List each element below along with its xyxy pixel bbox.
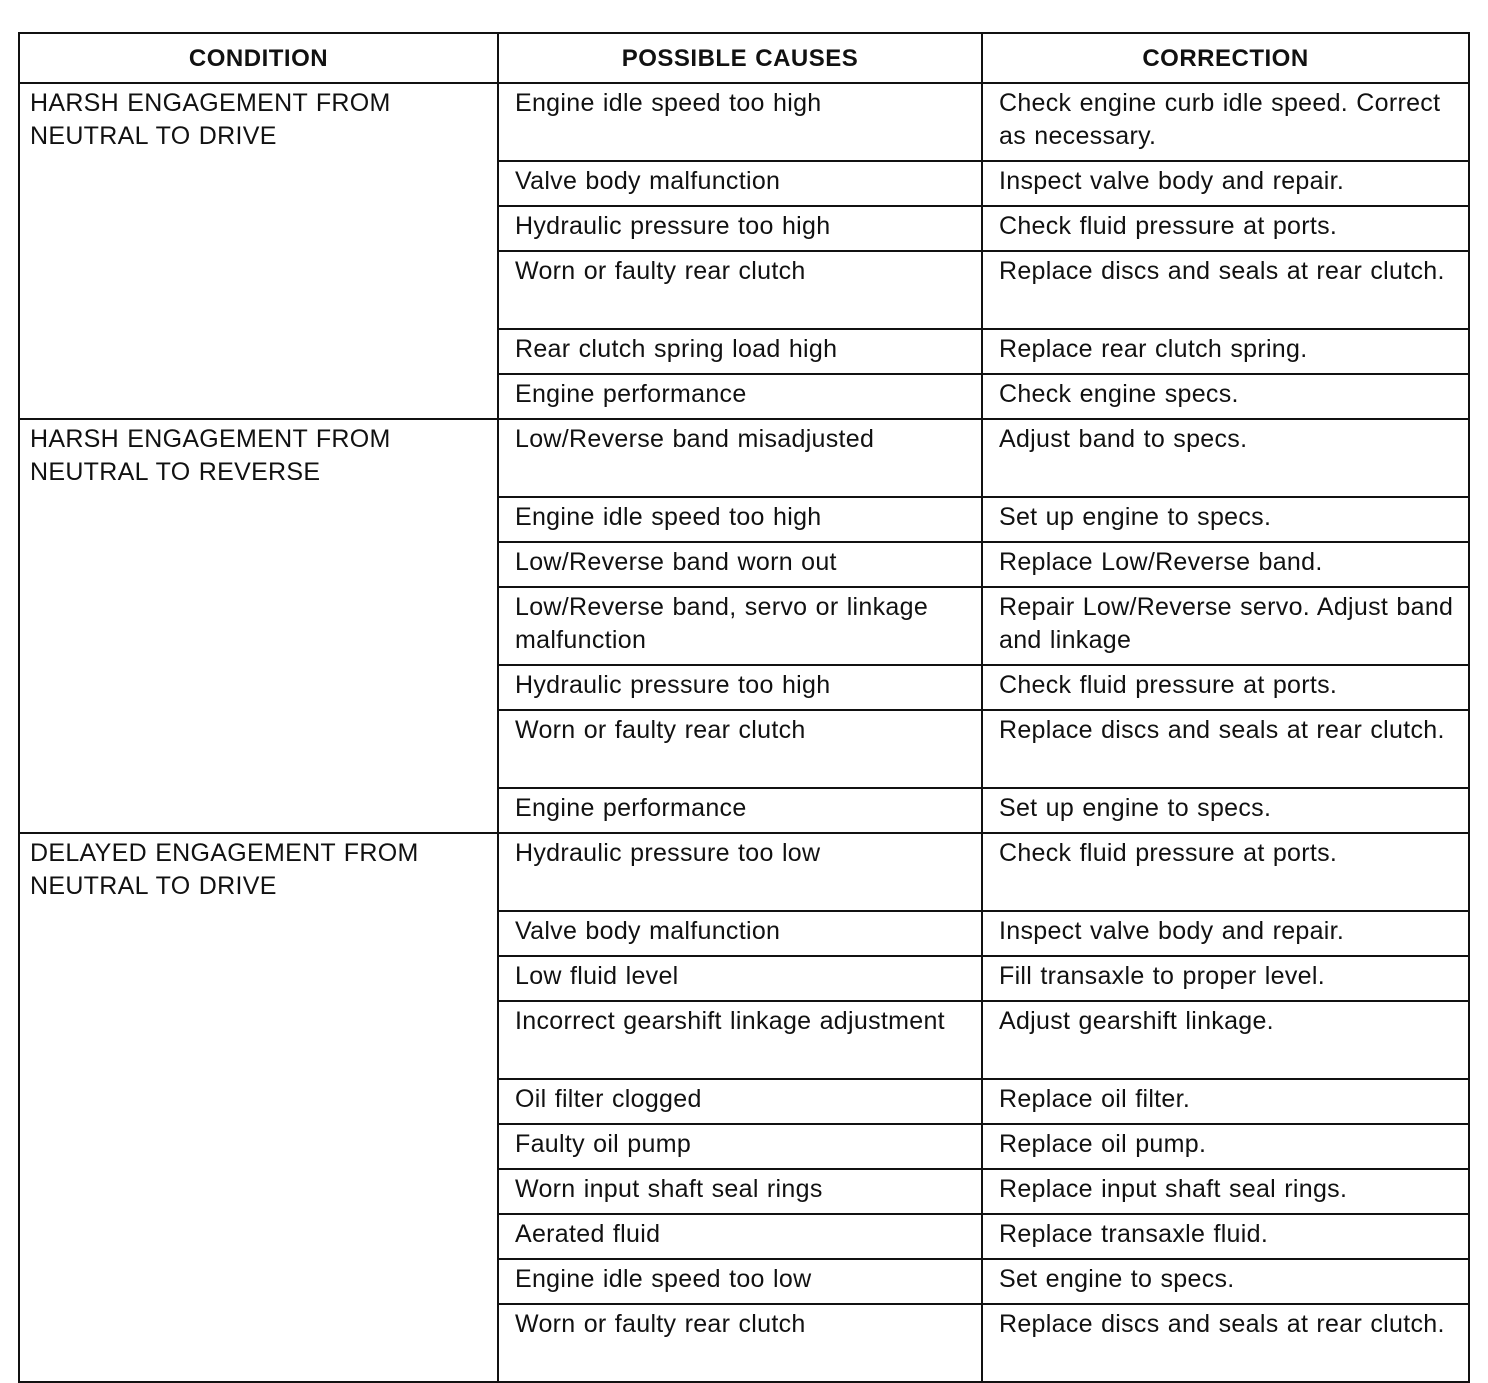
condition-cell: HARSH ENGAGEMENT FROM NEUTRAL TO DRIVE <box>19 83 498 419</box>
cause-cell: Engine idle speed too high <box>498 497 982 542</box>
cause-cell: Low fluid level <box>498 956 982 1001</box>
cause-cell: Hydraulic pressure too low <box>498 833 982 911</box>
header-possible-causes: POSSIBLE CAUSES <box>498 33 982 83</box>
correction-cell: Replace input shaft seal rings. <box>982 1169 1469 1214</box>
condition-cell: HARSH ENGAGEMENT FROM NEUTRAL TO REVERSE <box>19 419 498 833</box>
cause-cell: Low/Reverse band worn out <box>498 542 982 587</box>
correction-cell: Replace discs and seals at rear clutch. <box>982 710 1469 788</box>
correction-cell: Check engine specs. <box>982 374 1469 419</box>
correction-cell: Adjust band to specs. <box>982 419 1469 497</box>
cause-cell: Engine idle speed too low <box>498 1259 982 1304</box>
correction-cell: Fill transaxle to proper level. <box>982 956 1469 1001</box>
cause-cell: Low/Reverse band, servo or linkage malfunction <box>498 587 982 665</box>
correction-cell: Set engine to specs. <box>982 1259 1469 1304</box>
correction-cell: Check engine curb idle speed. Correct as necessary. <box>982 83 1469 161</box>
cause-cell: Worn or faulty rear clutch <box>498 710 982 788</box>
cause-cell: Worn or faulty rear clutch <box>498 1304 982 1382</box>
correction-cell: Replace oil pump. <box>982 1124 1469 1169</box>
correction-cell: Replace discs and seals at rear clutch. <box>982 1304 1469 1382</box>
correction-cell: Repair Low/Reverse servo. Adjust band and linkage <box>982 587 1469 665</box>
header-correction: CORRECTION <box>982 33 1469 83</box>
correction-cell: Adjust gearshift linkage. <box>982 1001 1469 1079</box>
cause-cell: Worn input shaft seal rings <box>498 1169 982 1214</box>
correction-cell: Replace rear clutch spring. <box>982 329 1469 374</box>
cause-cell: Oil filter clogged <box>498 1079 982 1124</box>
cause-cell: Engine performance <box>498 374 982 419</box>
correction-cell: Replace discs and seals at rear clutch. <box>982 251 1469 329</box>
cause-cell: Engine idle speed too high <box>498 83 982 161</box>
cause-cell: Valve body malfunction <box>498 161 982 206</box>
correction-cell: Set up engine to specs. <box>982 788 1469 833</box>
correction-cell: Replace oil filter. <box>982 1079 1469 1124</box>
cause-cell: Hydraulic pressure too high <box>498 665 982 710</box>
condition-cell: DELAYED ENGAGEMENT FROM NEUTRAL TO DRIVE <box>19 833 498 1382</box>
diagnosis-table <box>18 32 1470 1383</box>
cause-cell: Aerated fluid <box>498 1214 982 1259</box>
table-row <box>19 83 1469 161</box>
cause-cell: Low/Reverse band misadjusted <box>498 419 982 497</box>
table-row <box>19 419 1469 497</box>
correction-cell: Replace Low/Reverse band. <box>982 542 1469 587</box>
cause-cell: Valve body malfunction <box>498 911 982 956</box>
cause-cell: Worn or faulty rear clutch <box>498 251 982 329</box>
correction-cell: Check fluid pressure at ports. <box>982 665 1469 710</box>
cause-cell: Rear clutch spring load high <box>498 329 982 374</box>
table-row <box>19 833 1469 911</box>
correction-cell: Set up engine to specs. <box>982 497 1469 542</box>
correction-cell: Inspect valve body and repair. <box>982 161 1469 206</box>
cause-cell: Faulty oil pump <box>498 1124 982 1169</box>
cause-cell: Engine performance <box>498 788 982 833</box>
cause-cell: Hydraulic pressure too high <box>498 206 982 251</box>
correction-cell: Check fluid pressure at ports. <box>982 833 1469 911</box>
header-condition: CONDITION <box>19 33 498 83</box>
cause-cell: Incorrect gearshift linkage adjustment <box>498 1001 982 1079</box>
correction-cell: Replace transaxle fluid. <box>982 1214 1469 1259</box>
header-row <box>19 33 1469 83</box>
correction-cell: Check fluid pressure at ports. <box>982 206 1469 251</box>
correction-cell: Inspect valve body and repair. <box>982 911 1469 956</box>
